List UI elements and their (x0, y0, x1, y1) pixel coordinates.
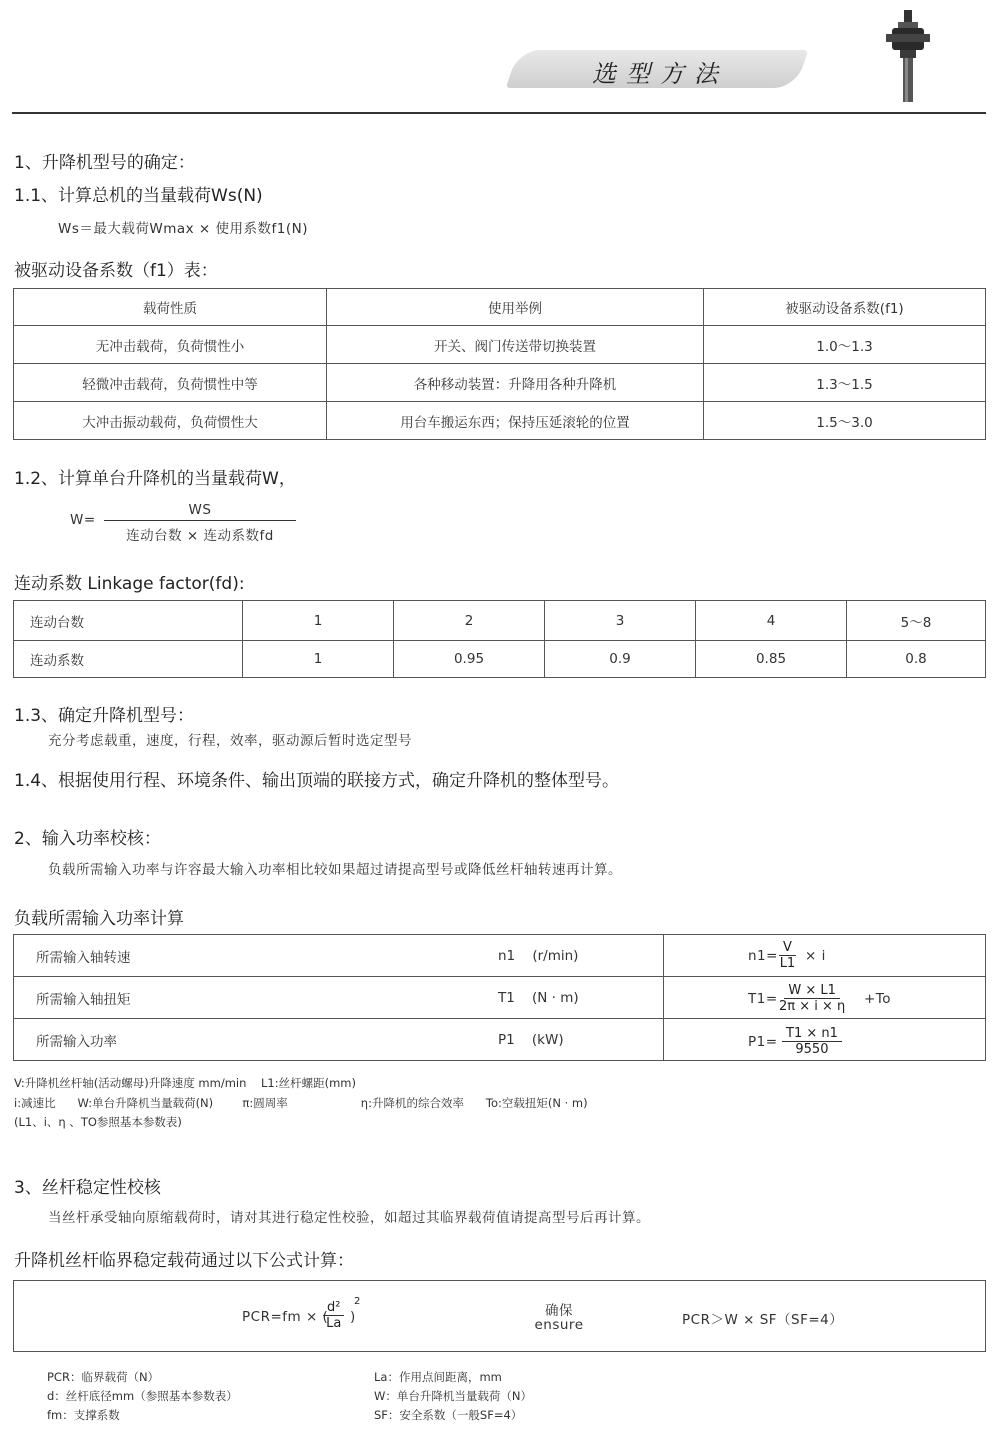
ws-formula: Ws＝最大载荷Wmax × 使用系数f1(N) (58, 221, 309, 237)
t1-denominator: 2π × i × η (779, 999, 846, 1014)
n1-formula-fraction (779, 941, 796, 970)
table-row (14, 935, 986, 977)
pcr-note-right-3: SF：安全系数（一般SF=4） (374, 1408, 523, 1422)
fd-table (13, 600, 986, 678)
table-cell: 5～8 (847, 601, 986, 641)
pcr-formula-lhs: PCR=fm × ( (242, 1309, 329, 1325)
section-1-1-title: 1.1、计算总机的当量载荷Ws(N) (14, 186, 263, 206)
f1-header-cell: 载荷性质 (14, 289, 327, 326)
table-row (14, 601, 986, 641)
section-3-title: 3、丝杆稳定性校核 (14, 1178, 161, 1198)
pcr-formula-exponent: 2 (354, 1296, 361, 1307)
pcr-note-left-3: fm：支撑系数 (47, 1408, 120, 1422)
n1-denominator: L1 (779, 956, 796, 971)
pcr-note-left-1: PCR：临界载荷（N） (47, 1370, 160, 1384)
table-cell: 大冲击振动载荷，负荷惯性大 (14, 402, 327, 440)
table-cell: 连动系数 (14, 641, 243, 678)
f1-table-title: 被驱动设备系数（f1）表： (14, 261, 218, 281)
f1-header-cell: 被驱动设备系数(f1) (704, 289, 986, 326)
pcr-denominator: La (326, 1316, 342, 1331)
table-row (14, 641, 986, 678)
p1-numerator: T1 × n1 (782, 1027, 842, 1042)
table-cell: 1.3～1.5 (704, 364, 986, 402)
pcr-condition: PCR＞W × SF（SF=4） (682, 1312, 844, 1328)
table-cell: 无冲击载荷，负荷惯性小 (14, 326, 327, 364)
power-symbol: n1 (498, 947, 516, 964)
table-cell: 0.95 (394, 641, 545, 678)
pcr-note-right-1: La：作用点间距离，mm (374, 1370, 502, 1384)
table-cell: 4 (696, 601, 847, 641)
power-unit: (kW) (531, 1031, 564, 1048)
power-label: 所需输入轴扭矩 (14, 977, 499, 1019)
power-symbol-cell (498, 1019, 664, 1061)
section-1-4-title: 1.4、根据使用行程、环境条件、输出顶端的联接方式，确定升降机的整体型号。 (14, 771, 620, 791)
power-unit: (r/min) (532, 947, 579, 964)
table-cell: 0.9 (545, 641, 696, 678)
n1-numerator: V (779, 941, 796, 956)
power-label: 所需输入功率 (14, 1019, 499, 1061)
pcr-formula-close: ) (350, 1309, 356, 1325)
section-1-2-title: 1.2、计算单台升降机的当量载荷W， (14, 469, 296, 489)
power-note-1: V:升降机丝杆轴(活动螺母)升降速度 mm/min L1:丝杆螺距(mm) (14, 1076, 356, 1090)
t1-formula-fraction (779, 984, 845, 1013)
power-label: 所需输入轴转速 (14, 935, 499, 977)
section-1-3-body: 充分考虑载重，速度，行程，效率，驱动源后暂时选定型号 (48, 733, 412, 749)
header-rule (12, 112, 986, 114)
ensure-cn: 确保 (545, 1303, 573, 1319)
table-cell: 1.5～3.0 (704, 402, 986, 440)
table-cell: 3 (545, 601, 696, 641)
table-cell: 2 (394, 601, 545, 641)
section-1-3-title: 1.3、确定升降机型号： (14, 706, 195, 726)
t1-formula-tail: +To (864, 991, 892, 1007)
power-symbol: T1 (498, 989, 515, 1006)
w-formula-lhs: W= (70, 512, 96, 528)
table-cell: 1 (243, 641, 394, 678)
table-cell: 连动台数 (14, 601, 243, 641)
fd-table-title: 连动系数 Linkage factor(fd): (14, 574, 245, 594)
table-cell: 轻微冲击载荷，负荷惯性中等 (14, 364, 327, 402)
f1-header-cell: 使用举例 (327, 289, 704, 326)
section-2-title: 2、输入功率校核： (14, 829, 161, 849)
table-cell: 0.85 (696, 641, 847, 678)
screw-jack-icon (884, 8, 932, 106)
table-row (14, 364, 986, 402)
table-cell: 0.8 (847, 641, 986, 678)
t1-numerator: W × L1 (784, 984, 840, 999)
p1-formula-lhs: P1= (748, 1034, 778, 1050)
n1-formula-tail: × i (805, 948, 826, 964)
table-row (14, 402, 986, 440)
w-formula-fraction (104, 502, 296, 544)
section-2-body: 负载所需输入功率与许容最大输入功率相比较如果超过请提高型号或降低丝杆轴转速再计算。 (48, 862, 622, 878)
pcr-numerator: d² (323, 1301, 344, 1316)
pcr-formula-fraction (323, 1301, 344, 1330)
power-unit: (N · m) (532, 989, 579, 1006)
pcr-note-left-2: d：丝杆底径mm（参照基本参数表） (47, 1389, 238, 1403)
power-symbol: P1 (498, 1031, 515, 1048)
page-title: 选型方法 (592, 60, 728, 88)
w-formula-denominator: 连动台数 × 连动系数fd (126, 528, 274, 544)
ensure-en: ensure (534, 1317, 584, 1333)
table-cell: 1.0～1.3 (704, 326, 986, 364)
power-note-3: (L1、i、η 、TO参照基本参数表) (14, 1115, 182, 1129)
section-1-title: 1、升降机型号的确定： (14, 153, 195, 173)
pcr-formula-title: 升降机丝杆临界稳定载荷通过以下公式计算： (14, 1251, 354, 1271)
power-symbol-cell (498, 935, 664, 977)
power-symbol-cell (498, 977, 664, 1019)
table-cell: 开关、阀门传送带切换装置 (327, 326, 704, 364)
pcr-note-right-2: W：单台升降机当量载荷（N） (374, 1389, 532, 1403)
power-table-title: 负载所需输入功率计算 (14, 909, 184, 929)
table-cell: 各种移动装置：升降用各种升降机 (327, 364, 704, 402)
power-note-2: i:减速比 W:单台升降机当量载荷(N) π:圆周率 η:升降机的综合效率 To:空载扭矩(N · m) (14, 1096, 588, 1110)
p1-denominator: 9550 (795, 1042, 829, 1057)
n1-formula-lhs: n1= (748, 948, 778, 964)
w-formula-numerator: WS (188, 502, 212, 518)
p1-formula-fraction (782, 1027, 842, 1056)
table-cell: 用台车搬运东西；保持压延滚轮的位置 (327, 402, 704, 440)
f1-table-header-row (14, 289, 986, 326)
table-cell: 1 (243, 601, 394, 641)
t1-formula-lhs: T1= (748, 991, 778, 1007)
section-3-body: 当丝杆承受轴向原缩载荷时，请对其进行稳定性校验，如超过其临界载荷值请提高型号后再计算。 (48, 1210, 650, 1226)
f1-table (13, 288, 986, 440)
table-row (14, 326, 986, 364)
